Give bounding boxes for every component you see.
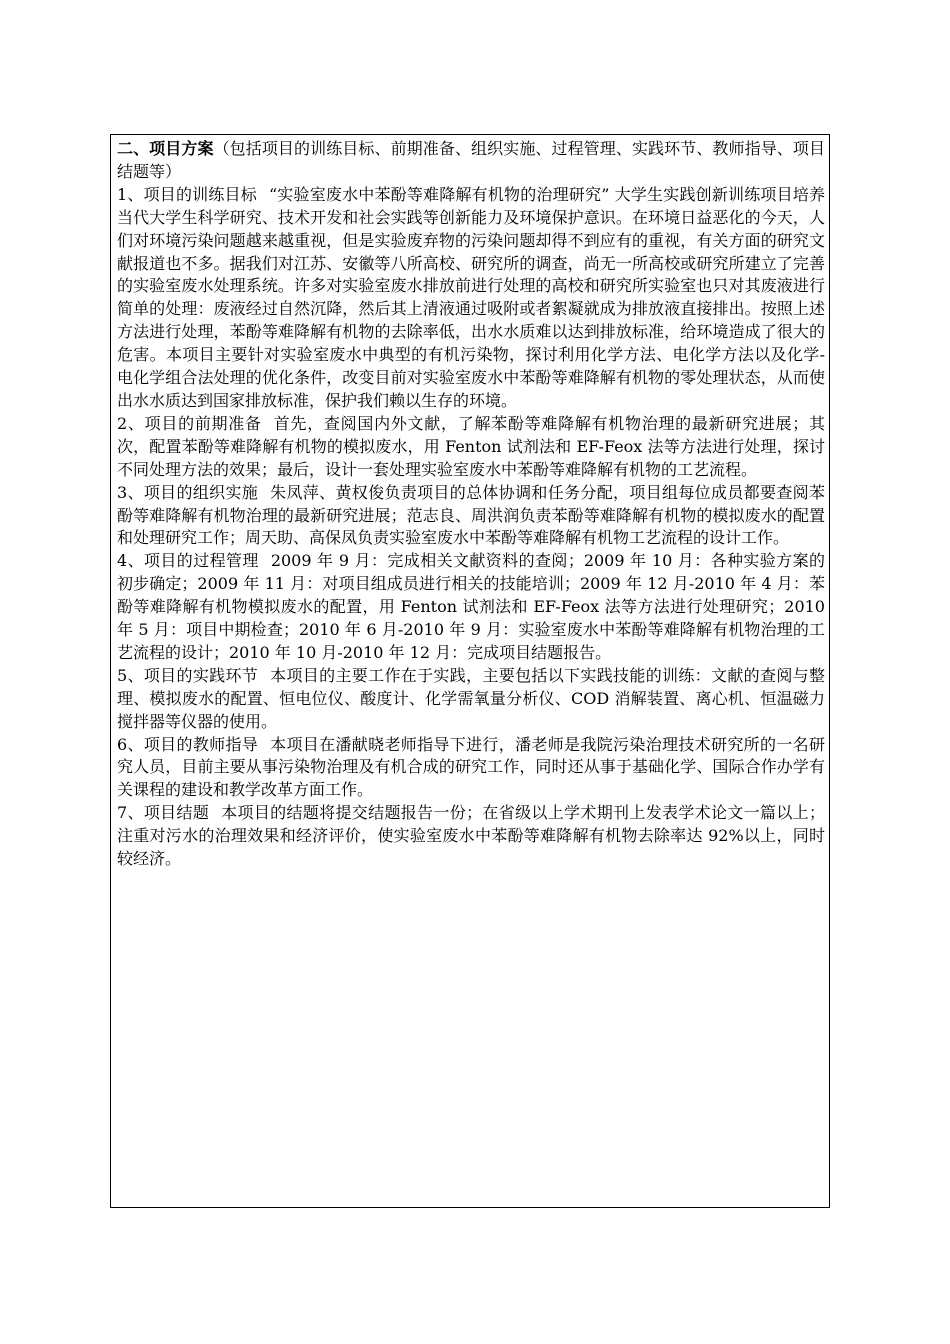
item-teacher-guidance — [117, 734, 825, 803]
form-table-cell — [110, 134, 830, 1208]
item-body: 本项目在潘献晓老师指导下进行，潘老师是我院污染治理技术研究所的一名研究人员，目前主要从事污染物治理及有机合成的研究工作，同时还从事于基础化学、国际合作办学有关课程的建设和教学改革方面工作。 — [117, 734, 825, 800]
item-body: 首先，查阅国内外文献，了解苯酚等难降解有机物治理的最新研究进展；其次，配置苯酚等难降解有机物的模拟废水，用 Fenton 试剂法和 EF-Feox 法等方法进行处理，探讨不同处理方法的效果；最后，设计一套处理实验室废水中苯酚等难降解有机物的工艺流程。 — [117, 413, 825, 479]
item-body: 本项目的结题将提交结题报告一份；在省级以上学术期刊上发表学术论文一篇以上；注重对污水的治理效果和经济评价，使实验室废水中苯酚等难降解有机物去除率达 92%以上，同时较经济。 — [117, 803, 825, 869]
item-title: 1、项目的训练目标 — [117, 184, 257, 204]
item-title: 6、项目的教师指导 — [117, 734, 259, 754]
section-heading — [117, 138, 825, 184]
item-title: 5、项目的实践环节 — [117, 665, 259, 685]
item-process-management — [117, 550, 825, 665]
item-body: 本项目的主要工作在于实践，主要包括以下实践技能的训练：文献的查阅与整理、模拟废水的配置、恒电位仪、酸度计、化学需氧量分析仪、COD 消解装置、离心机、恒温磁力搅拌器等仪器的使用。 — [117, 665, 825, 731]
project-plan-content — [117, 138, 825, 871]
item-body: 朱凤萍、黄权俊负责项目的总体协调和任务分配，项目组每位成员都要查阅苯酚等难降解有机物治理的最新研究进展；范志良、周洪润负责苯酚等难降解有机物的模拟废水的配置和处理研究工作；周天助、高保凤负责实验室废水中苯酚等难降解有机物工艺流程的设计工作。 — [117, 482, 825, 548]
item-body: 2009 年 9 月：完成相关文献资料的查阅；2009 年 10 月：各种实验方案的初步确定；2009 年 11 月：对项目组成员进行相关的技能培训；2009 年 12 月-2010 年 4 月：苯酚等难降解有机物模拟废水的配置，用 Fenton 试剂法和 EF-Feox 法等方法进行处理研究；2010 年 5 月：项目中期检查；2010 年 6 月-2010 年 9 月：实验室废水中苯酚等难降解有机物治理的工艺流程的设计；2010 年 10 月-2010 年 12 月：完成项目结题报告。 — [117, 551, 825, 662]
item-title: 2、项目的前期准备 — [117, 413, 262, 433]
item-practice — [117, 665, 825, 734]
item-title: 3、项目的组织实施 — [117, 482, 259, 502]
item-organization — [117, 482, 825, 551]
item-training-goal — [117, 184, 825, 413]
item-preparation — [117, 413, 825, 482]
item-title: 4、项目的过程管理 — [117, 551, 259, 571]
item-title: 7、项目结题 — [117, 803, 210, 823]
section-heading-title: 二、项目方案 — [117, 139, 214, 158]
item-conclusion — [117, 802, 825, 871]
section-heading-note: （包括项目的训练目标、前期准备、组织实施、过程管理、实践环节、教师指导、项目结题等） — [117, 139, 825, 181]
item-body: “实验室废水中苯酚等难降解有机物的治理研究” 大学生实践创新训练项目培养当代大学生科学研究、技术开发和社会实践等创新能力及环境保护意识。在环境日益恶化的今天，人们对环境污染问题越来越重视，但是实验废弃物的污染问题却得不到应有的重视，有关方面的研究文献报道也不多。据我们对江苏、安徽等八所高校、研究所的调查，尚无一所高校或研究所建立了完善的实验室废水处理系统。许多对实验室废水排放前进行处理的高校和研究所实验室也只对其废液进行简单的处理：废液经过自然沉降，然后其上清液通过吸附或者絮凝就成为排放液直接排出。按照上述方法进行处理，苯酚等难降解有机物的去除率低，出水水质难以达到排放标准，给环境造成了很大的危害。本项目主要针对实验室废水中典型的有机污染物，探讨利用化学方法、电化学方法以及化学-电化学组合法处理的优化条件，改变目前对实验室废水中苯酚等难降解有机物的零处理状态，从而使出水水质达到国家排放标准，保护我们赖以生存的环境。 — [117, 184, 825, 410]
